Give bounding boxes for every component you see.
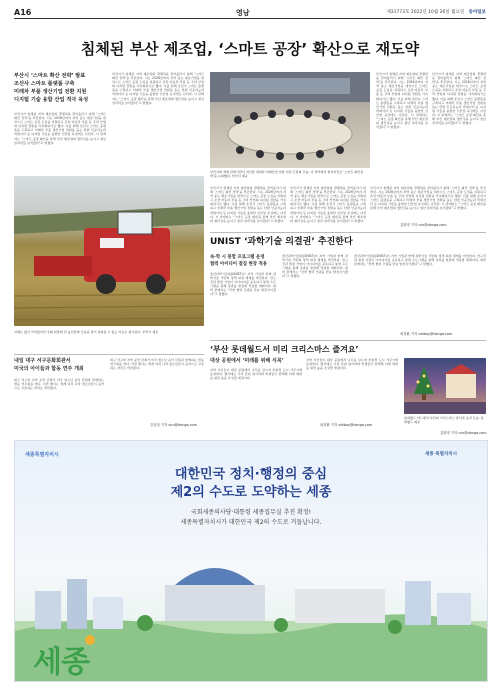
byline: 최창환 기자 oldboy@donga.com (320, 423, 373, 427)
main-body-col3: 부산시가 침체된 지역 제조업의 경쟁력을 끌어올리기 위해 ‘스마트 확산 전략’을 추진한다. 시는 2026년까지 지역 중소 제조기업을 대상으로 스마트 공장 도입을 지원하고 조선·자동차 부품 등 주력 산업의 디지털 전환을 가속화하기로 했다. 이를 위해 조선사 스마트 플랫폼을 구축하고 미래차 부품 생산기업 전환을 돕는 한편 인공지능과 빅데이터 등 디지털 기술을 융합한 신산업 육성에도 나선다. 시 관계자는 “스마트 공장 확산을 통해 부산 제조업의 생산성을 높이고 청년 일자리를 늘리겠다”고 밝혔다. (376, 72, 428, 130)
main-subheads (14, 72, 102, 104)
divider (14, 354, 204, 355)
sejong-ad (14, 440, 488, 682)
ad-headline-1: 대한민국 정치·행정의 중심 (174, 467, 328, 482)
meeting-illustration (210, 72, 370, 168)
byline: 김화영 기자 run@donga.com (440, 431, 487, 435)
article-subheads (210, 254, 276, 268)
date-info: 제31773호 2022년 10월 26일 월요일 (386, 10, 465, 15)
column-subtitle: 미국의 아이들과 합동 연주 개최 (14, 366, 84, 372)
article-headline: UNIST ‘과학기술 의결권’ 추진한다 (210, 237, 353, 247)
main-body-col6: 부산시가 침체된 지역 제조업의 경쟁력을 끌어올리기 위해 ‘스마트 확산 전략’을 추진한다. 시는 2026년까지 지역 중소 제조기업을 대상으로 스마트 공장 도입을 지원하고 조선·자동차 부품 등 주력 산업의 디지털 전환을 가속화하기로 했다. 이를 위해 조선사 스마트 플랫폼을 구축하고 미래차 부품 생산기업 전환을 돕는 한편 인공지능과 빅데이터 등 디지털 기술을 융합한 신산업 육성에도 나선다. 시 관계자는 “스마트 공장 확산을 통해 부산 제조업의 생산성을 높이고 청년 일자리를 늘리겠다”고 밝혔다. (290, 186, 366, 223)
byline: 김상철 기자 sun@donga.com (150, 423, 197, 427)
sejong-badge: 세종 특별자치시 (425, 452, 457, 457)
meeting-photo (210, 72, 370, 168)
issue-info (386, 9, 486, 15)
christmas-photo (404, 358, 486, 414)
christmas-caption: 롯데월드 어드벤처 부산의 크리스마스 장식과 공연 모습. 롯데월드 제공 (404, 416, 484, 424)
ad-subline-1: 국회세종의사당·대통령 세종집무실 추진 확정! (190, 509, 312, 516)
article-headline: ‘부산 롯데월드서 미리 크리스마스 즐겨요’ (210, 345, 359, 354)
harvester-caption: 이제는 많이 크지않지만 수확 현장에 선 농민들의 모습을 당시 살펴볼 수 있는 자료로 평가된다. 부산시 제공 (14, 330, 159, 334)
column-body: 지역 시민들이 대상 공원에서 나무를 심으며 친환경 도시 가꾸기에 동참한다. 행사에는 가족 단위 참가자와 학생들이 함께해 미래 세대를 위한 숲을 조성할 예정이다. (210, 368, 302, 381)
divider (210, 340, 486, 341)
main-body-col4: 부산시가 침체된 지역 제조업의 경쟁력을 끌어올리기 위해 ‘스마트 확산 전략’을 추진한다. 시는 2026년까지 지역 중소 제조기업을 대상으로 스마트 공장 도입을 지원하고 조선·자동차 부품 등 주력 산업의 디지털 전환을 가속화하기로 했다. 이를 위해 조선사 스마트 플랫폼을 구축하고 미래차 부품 생산기업 전환을 돕는 한편 인공지능과 빅데이터 등 디지털 기술을 융합한 신산업 육성에도 나선다. 시 관계자는 “스마트 공장 확산을 통해 부산 제조업의 생산성을 높이고 청년 일자리를 늘리겠다”고 밝혔다. (432, 72, 486, 126)
main-body-col5: 부산시가 침체된 지역 제조업의 경쟁력을 끌어올리기 위해 ‘스마트 확산 전략’을 추진한다. 시는 2026년까지 지역 중소 제조기업을 대상으로 스마트 공장 도입을 지원하고 조선·자동차 부품 등 주력 산업의 디지털 전환을 가속화하기로 했다. 이를 위해 조선사 스마트 플랫폼을 구축하고 미래차 부품 생산기업 전환을 돕는 한편 인공지능과 빅데이터 등 디지털 기술을 융합한 신산업 육성에도 나선다. 시 관계자는 “스마트 공장 확산을 통해 부산 제조업의 생산성을 높이고 청년 일자리를 늘리겠다”고 밝혔다. (210, 186, 286, 223)
subhead: 디지털 기술 융합 산업 적극 육성 (14, 97, 89, 103)
column-title: 대상 공원에서 ‘미래를 위해 식목’ (210, 358, 284, 364)
christmas-illustration (404, 358, 486, 414)
photo-caption: 부산시와 경제 관계기관이 지난달 개최한 미래산업 전환 지원 간담회 모습. 이 자리에서 참석자들은 ‘스마트 확산전략’을 논의했다. 부산시 제공 (210, 170, 364, 178)
subhead: 부산시 ‘스마트 확산 전략’ 발표 (14, 73, 86, 79)
byline: 최창환 기자 oldboy@donga.com (400, 332, 453, 336)
ad-headline-2: 제2의 수도로 도약하는 세종 (170, 485, 332, 500)
subhead: 협력 아이디어 결집 현장 적용 (210, 262, 268, 267)
column-body-continued: 지역 시민들이 대상 공원에서 나무를 심으며 친환경 도시 가꾸기에 동참한다. 행사에는 가족 단위 참가자와 학생들이 함께해 미래 세대를 위한 숲을 조성할 예정이다. (306, 358, 398, 371)
paper-name: 동아일보 (468, 10, 486, 15)
column-title: 내일 대구 서구문화회관서 (14, 358, 71, 364)
article-body-col3: 울산과학기술원(UNIST)이 지역 기업과 함께 과학기술 기반의 정책 의결 체계를 마련한다. 연구진과 현장 기업이 아이디어를 공유하고 통합 프로그램을 통해 성과를 현장에 적용할 계획이다. 대학 관계자는 “산학 협력 모델을 한층 발전시키겠다”고 말했다. (354, 254, 486, 267)
sun-icon (85, 635, 95, 645)
subhead: 조선사 스마트 플랫폼 구축 (14, 81, 75, 87)
main-headline: 침체된 부산 제조업, ‘스마트 공장’ 확산으로 재도약 (80, 40, 420, 58)
harvester-photo (14, 176, 204, 326)
main-body-continued: 부산시가 침체된 지역 제조업의 경쟁력을 끌어올리기 위해 ‘스마트 확산 전략’을 추진한다. 시는 2026년까지 지역 중소 제조기업을 대상으로 스마트 공장 도입을 지원하고 조선·자동차 부품 등 주력 산업의 디지털 전환을 가속화하기로 했다. 이를 위해 조선사 스마트 플랫폼을 구축하고 미래차 부품 생산기업 전환을 돕는 한편 인공지능과 빅데이터 등 디지털 기술을 융합한 신산업 육성에도 나선다. 시 관계자는 “스마트 공장 확산을 통해 부산 제조업의 생산성을 높이고 청년 일자리를 늘리겠다”고 밝혔다. (112, 72, 204, 105)
byline: 김화영 기자 run@donga.com (400, 223, 447, 227)
main-body: 부산시가 침체된 지역 제조업의 경쟁력을 끌어올리기 위해 ‘스마트 확산 전략’을 추진한다. 시는 2026년까지 지역 중소 제조기업을 대상으로 스마트 공장 도입을 지원하고 조선·자동차 부품 등 주력 산업의 디지털 전환을 가속화하기로 했다. 이를 위해 조선사 스마트 플랫폼을 구축하고 미래차 부품 생산기업 전환을 돕는 한편 인공지능과 빅데이터 등 디지털 기술을 융합한 신산업 육성에도 나선다. 시 관계자는 “스마트 공장 확산을 통해 부산 제조업의 생산성을 높이고 청년 일자리를 늘리겠다”고 밝혔다. (14, 112, 106, 145)
divider (210, 232, 486, 233)
section-title: 영남 (236, 9, 250, 17)
main-body-col7: 부산시가 침체된 지역 제조업의 경쟁력을 끌어올리기 위해 ‘스마트 확산 전략’을 추진한다. 시는 2026년까지 지역 중소 제조기업을 대상으로 스마트 공장 도입을 지원하고 조선·자동차 부품 등 주력 산업의 디지털 전환을 가속화하기로 했다. 이를 위해 조선사 스마트 플랫폼을 구축하고 미래차 부품 생산기업 전환을 돕는 한편 인공지능과 빅데이터 등 디지털 기술을 융합한 신산업 육성에도 나선다. 시 관계자는 “스마트 공장 확산을 통해 부산 제조업의 생산성을 높이고 청년 일자리를 늘리겠다”고 밝혔다. (370, 186, 486, 211)
column-body-continued: 대구 서구와 지역 공연 단체가 미국 청소년 음악 단원과 함께하는 합동 연주회를 연다. 이번 행사는 세계 여러 나라 청소년들이 음악으로 교류하는 자리로 마련됐다. (110, 358, 204, 371)
ad-small-logo: 세종특별자치시 (25, 452, 59, 458)
page-header (14, 8, 486, 19)
ad-subline-2: 세종특별자치시가 대한민국 제2의 수도로 거듭납니다. (180, 519, 322, 526)
ad-big-logo: 세종 (33, 645, 89, 680)
page-number: A16 (14, 8, 32, 17)
column-body: 대구 서구와 지역 공연 단체가 미국 청소년 음악 단원과 함께하는 합동 연주회를 연다. 이번 행사는 세계 여러 나라 청소년들이 음악으로 교류하는 자리로 마련됐다. (14, 378, 104, 391)
subhead: 속·학 시 통합 프로그램 운영 (210, 255, 265, 260)
article-body-col2: 울산과학기술원(UNIST)이 지역 기업과 함께 과학기술 기반의 정책 의결 체계를 마련한다. 연구진과 현장 기업이 아이디어를 공유하고 통합 프로그램을 통해 성과를 현장에 적용할 계획이다. 대학 관계자는 “산학 협력 모델을 한층 발전시키겠다”고 말했다. (282, 254, 348, 279)
subhead: 미래차 부품 생산기업 전환 지원 (14, 89, 87, 95)
harvester-illustration (14, 176, 204, 326)
article-body: 울산과학기술원(UNIST)이 지역 기업과 함께 과학기술 기반의 정책 의결 체계를 마련한다. 연구진과 현장 기업이 아이디어를 공유하고 통합 프로그램을 통해 성과를 현장에 적용할 계획이다. 대학 관계자는 “산학 협력 모델을 한층 발전시키겠다”고 말했다. (210, 272, 276, 297)
